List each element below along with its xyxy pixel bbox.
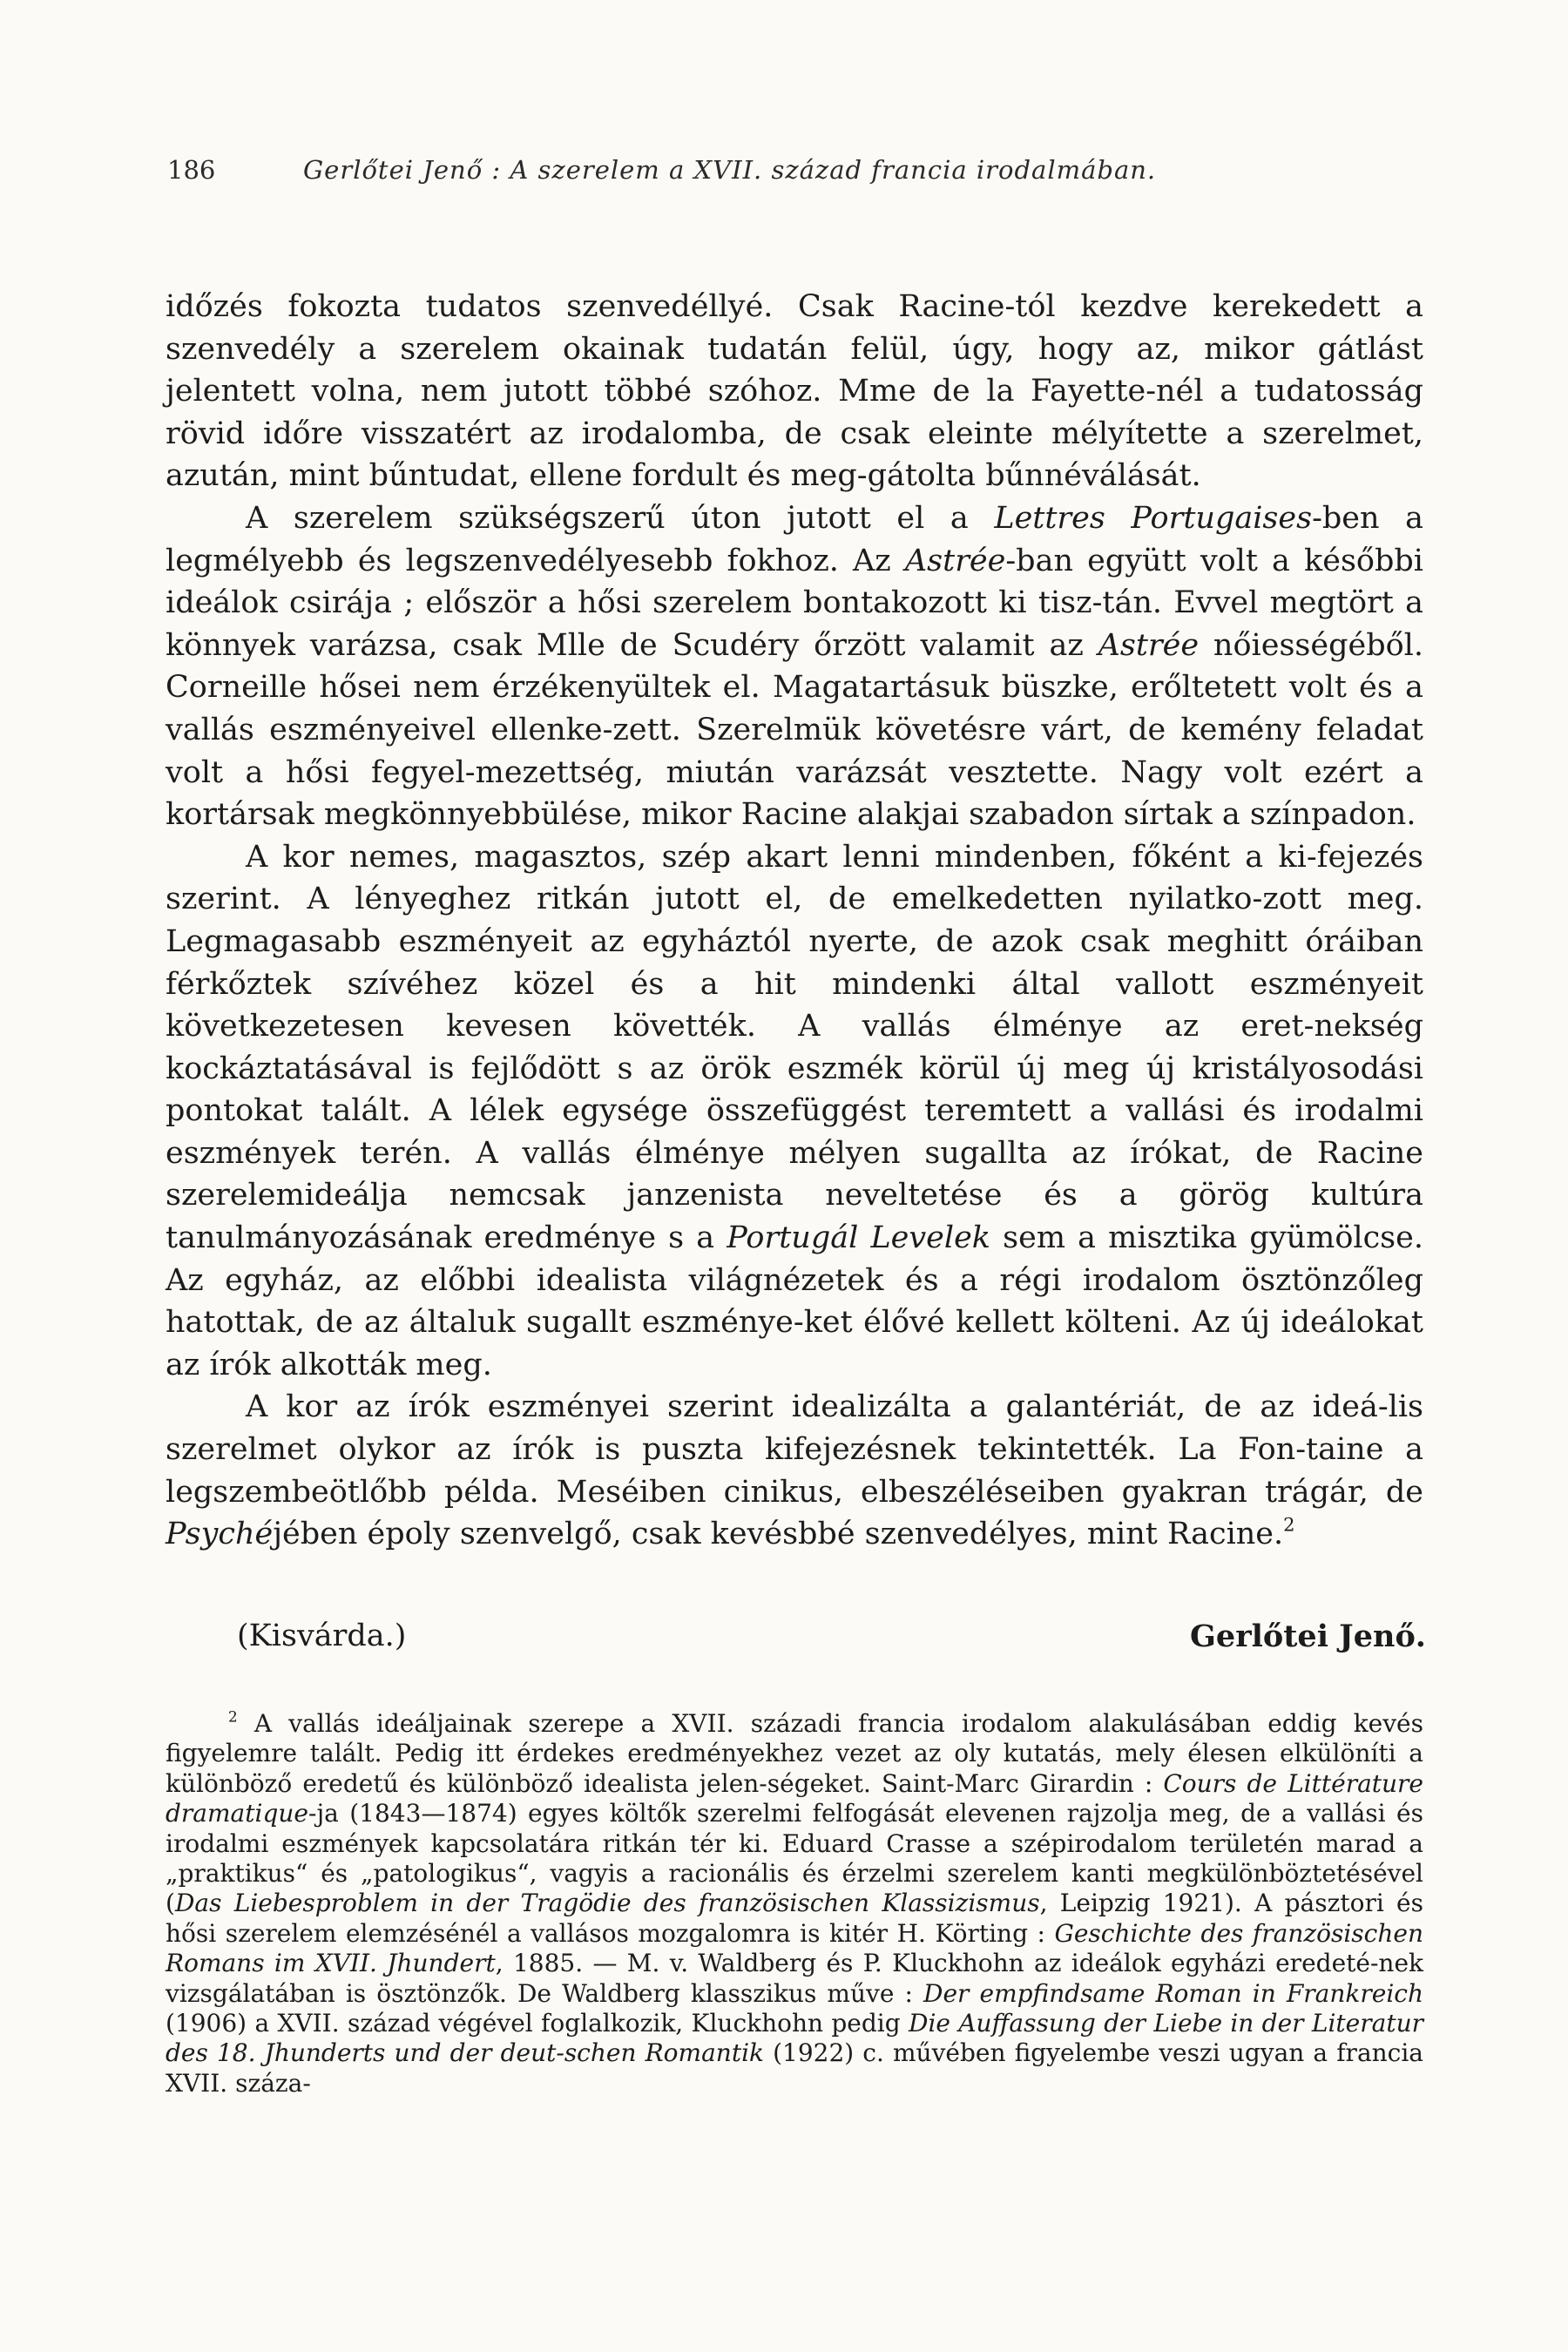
main-text	[166, 286, 1423, 1556]
footnote	[166, 1709, 1423, 2099]
title-psyche: Psyché	[166, 1517, 274, 1552]
paragraph-4: A kor az írók eszményei szerint idealizálta a galantériát, de az ideá-lis szerelmet olykor az írók is puszta kifejezésnek tekintették. La Fon-taine a legszembeötlőbb példa. Meséiben cinikus, elbeszéléseiben gyakran trágár, de Psychéjében époly szenvelgő, csak kevésbbé szenvedélyes, mint Racine.$^2$	[166, 1389, 1423, 1552]
footnote-number: 2	[228, 1707, 238, 1726]
running-head: Gerlőtei Jenő : A szerelem a XVII. század francia irodalmában.	[303, 155, 1157, 185]
title-lettres-portugaises: Lettres Portugaises	[994, 500, 1313, 536]
footnote-text: $^2$ A vallás ideáljainak szerepe a XVII. századi francia irodalom alakulásában eddig kevés figyelemre talált. Pedig itt érdekes eredményekhez vezet az oly kutatás, mely élesen elkülöníti a különböző eredetű és különböző idealista jelen-ségeket. Saint-Marc Girardin : Cours de Littérature dramatique-ja (1843—1874) egyes költők szerelmi felfogását elevenen rajzolja meg, de a vallási és irodalmi eszmények kapcsolatára ritkán tér ki. Eduard Crasse a szépirodalom területén marad a „praktikus“ és „patologikus“, vagyis a racionális és érzelmi szerelem kanti megkülönböztetésével (Das Liebesproblem in der Tragödie des französischen Klassizismus, Leipzig 1921). A pásztori és hősi szerelem elemzésénél a vallásos mozgalomra is kitér H. Körting : Geschichte des französischen Romans im XVII. Jhundert, 1885. — M. v. Waldberg és P. Kluckhohn az ideálok egyházi eredeté-nek vizsgálatában is ösztönzők. De Waldberg klasszikus műve : Der empfindsame Roman in Frankreich (1906) a XVII. század végével foglalkozik, Kluckhohn pedig Die Auffassung der Liebe in der Literatur des 18. Jhunderts und der deut-schen Romantik (1922) c. művében figyelembe veszi ugyan a francia XVII. száza-	[166, 1707, 1424, 2098]
author-signature: Gerlőtei Jenő.	[1190, 1619, 1426, 1654]
paragraph-2: A szerelem szükségszerű úton jutott el a Lettres Portugaises-ben a legmélyebb és legszenvedélyesebb fokhoz. Az Astrée-ban együtt volt a későbbi ideálok csirája ; először a hősi szerelem bontakozott ki tisz-tán. Evvel megtört a könnyek varázsa, csak Mlle de Scudéry őrzött valamit az Astrée nőiességéből. Corneille hősei nem érzékenyültek el. Magatartásuk büszke, erőltetett volt és a vallás eszményeivel ellenke-zett. Szerelmük követésre várt, de kemény feladat volt a hősi fegyel-mezettség, miután varázsát vesztette. Nagy volt ezért a kortársak megkönnyebbülése, mikor Racine alakjai szabadon sírtak a színpadon.	[166, 500, 1424, 833]
title-portugal-levelek: Portugál Levelek	[727, 1220, 990, 1256]
title-astree: Astrée	[904, 543, 1006, 578]
page-number: 186	[167, 155, 216, 185]
paragraph-1: időzés fokozta tudatos szenvedéllyé. Csak Racine-tól kezdve kerekedett a szenvedély a szerelem okainak tudatán felül, úgy, hogy az, mikor gátlást jelentett volna, nem jutott többé szóhoz. Mme de la Fayette-nél a tudatosság rövid időre visszatért az irodalomba, de csak eleinte mélyítette a szerelmet, azután, mint bűntudat, ellene fordult és meg-gátolta bűnnéválását.	[166, 289, 1423, 494]
place-of-writing: (Kisvárda.)	[237, 1619, 407, 1653]
title-astree-2: Astrée	[1098, 627, 1200, 663]
signature-row	[237, 1619, 1426, 1662]
footnote-reference[interactable]: 2	[1283, 1514, 1295, 1536]
paragraph-3: A kor nemes, magasztos, szép akart lenni mindenben, főként a ki-fejezés szerint. A lényeghez ritkán jutott el, de emelkedetten nyilatko-zott meg. Legmagasabb eszményeit az egyháztól nyerte, de azok csak meghitt óráiban férkőztek szívéhez közel és a hit mindenki által vallott eszményeit következetesen kevesen követték. A vallás élménye az eret-nekség kockáztatásával is fejlődött s az örök eszmék körül új meg új kristályosodási pontokat talált. A lélek egysége összefüggést teremtett a vallási és irodalmi eszmények terén. A vallás élménye mélyen sugallta az írókat, de Racine szerelemideálja nemcsak janzenista neveltetése és a görög kultúra tanulmányozásának eredménye s a Portugál Levelek sem a misztika gyümölcse. Az egyház, az előbbi idealista világnézetek és a régi irodalom ösztönzőleg hatottak, de az általuk sugallt eszménye-ket élővé kellett költeni. Az új ideálokat az írók alkották meg.	[166, 839, 1423, 1382]
